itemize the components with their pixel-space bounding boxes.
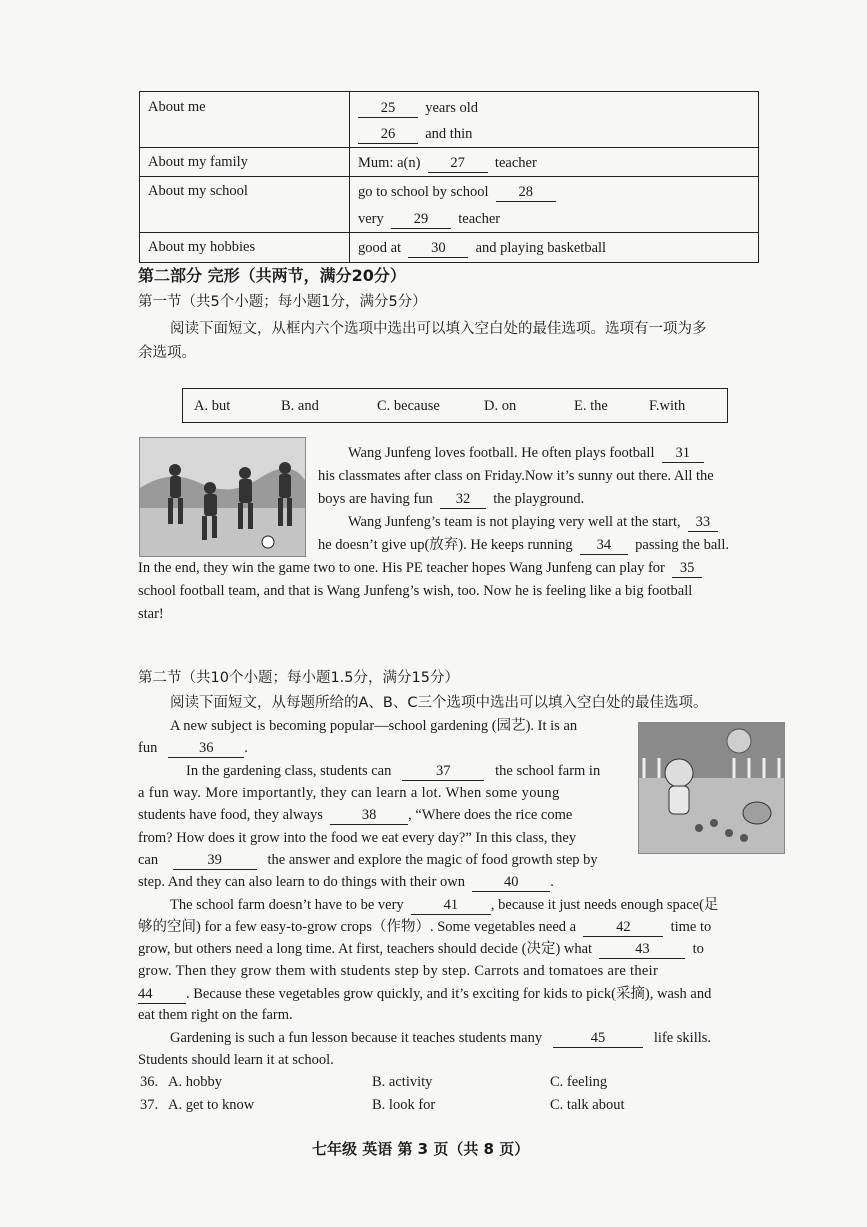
passage1-line: star!	[138, 606, 164, 622]
blank-45[interactable]: 45	[553, 1029, 643, 1048]
passage1-line: boys are having fun 32 the playground.	[318, 491, 585, 507]
blank-42[interactable]: 42	[583, 918, 663, 937]
blank-25[interactable]: 25	[358, 99, 418, 118]
choice-b[interactable]: B. look for	[372, 1097, 436, 1113]
passage2-line: The school farm doesn’t have to be very 41 , because it just needs enough space(足	[170, 897, 719, 913]
blank-29[interactable]: 29	[391, 210, 451, 229]
passage2-line: students have food, they always 38 , “Where does the rice come	[138, 807, 573, 823]
blank-28[interactable]: 28	[496, 183, 556, 202]
blank-41[interactable]: 41	[411, 896, 491, 915]
option-d: D. on	[484, 398, 517, 414]
passage2-line: grow, but others need a long time. At first, teachers should decide (决定) what 43 to	[138, 941, 704, 957]
option-f: F.with	[649, 398, 686, 414]
question-number: 36.	[140, 1074, 159, 1090]
blank-32[interactable]: 32	[440, 490, 486, 509]
table-line: 25 years old	[358, 99, 478, 118]
passage2-line: grow. Then they grow them with students step by step. Carrots and tomatoes are their	[138, 963, 659, 979]
blank-39[interactable]: 39	[173, 851, 257, 870]
passage2-line: In the gardening class, students can 37 the school farm in	[186, 763, 601, 779]
passage2-line: Gardening is such a fun lesson because it teaches students many 45 life skills.	[170, 1030, 712, 1046]
blank-36[interactable]: 36	[168, 739, 244, 758]
blank-27[interactable]: 27	[428, 154, 488, 173]
football-illustration	[139, 437, 306, 557]
blank-33[interactable]: 33	[688, 513, 718, 532]
option-b: B. and	[281, 398, 319, 414]
option-c: C. because	[377, 398, 440, 414]
passage2-line: eat them right on the farm.	[138, 1007, 293, 1023]
option-a: A. but	[194, 398, 231, 414]
garden-illustration	[638, 722, 785, 854]
blank-26[interactable]: 26	[358, 125, 418, 144]
table-line: Mum: a(n) 27 teacher	[358, 155, 537, 171]
row-label: About my family	[148, 154, 248, 170]
blank-35[interactable]: 35	[672, 559, 702, 578]
question-number: 37.	[140, 1097, 159, 1113]
passage2-line: fun 36 .	[138, 740, 248, 756]
page-footer: 七年级 英语 第 3 页（共 8 页）	[312, 1140, 530, 1158]
blank-30[interactable]: 30	[408, 239, 468, 258]
choice-b[interactable]: B. activity	[372, 1074, 433, 1090]
option-e: E. the	[574, 398, 608, 414]
table-line: go to school by school 28	[358, 183, 556, 202]
part2-title: 第二部分 完形（共两节，满分20分）	[138, 266, 406, 285]
passage2-line: a fun way. More importantly, they can learn a lot. When some young	[138, 785, 560, 801]
choice-a[interactable]: A. get to know	[168, 1097, 255, 1113]
blank-43[interactable]: 43	[599, 940, 685, 959]
table-line: very 29 teacher	[358, 211, 501, 227]
section1-instructions: 阅读下面短文，从框内六个选项中选出可以填入空白处的最佳选项。选项有一项为多	[170, 321, 707, 337]
passage2-line: from? How does it grow into the food we eat every day?” In this class, they	[138, 830, 577, 846]
info-table	[139, 91, 759, 263]
gardening-girl-image	[639, 723, 784, 853]
table-divider	[349, 92, 350, 262]
blank-40[interactable]: 40	[472, 873, 550, 892]
passage1-line: In the end, they win the game two to one. His PE teacher hopes Wang Junfeng can play for 35	[138, 559, 702, 578]
row-label: About me	[148, 99, 206, 115]
passage1-line: he doesn’t give up(放弃). He keeps running 34 passing the ball.	[318, 537, 729, 553]
passage1-line: his classmates after class on Friday.Now it’s sunny out there. All the	[318, 468, 714, 484]
passage2-line: Students should learn it at school.	[138, 1052, 334, 1068]
passage1-line: Wang Junfeng’s team is not playing very well at the start, 33	[348, 513, 718, 532]
table-line: good at 30 and playing basketball	[358, 240, 607, 256]
passage2-line: A new subject is becoming popular—school gardening (园艺). It is an	[170, 718, 578, 734]
passage1-line: Wang Junfeng loves football. He often plays football 31	[348, 444, 704, 463]
football-players-image	[140, 438, 305, 556]
blank-37[interactable]: 37	[402, 762, 484, 781]
passage2-line: 44 . Because these vegetables grow quickly, and it’s exciting for kids to pick(采摘), wash and	[138, 986, 712, 1002]
section1-instructions-cont: 余选项。	[138, 345, 196, 361]
choice-c[interactable]: C. feeling	[550, 1074, 608, 1090]
choice-a[interactable]: A. hobby	[168, 1074, 222, 1090]
section1-title: 第一节（共5个小题；每小题1分，满分5分）	[138, 294, 427, 310]
passage2-line: step. And they can also learn to do things with their own 40 .	[138, 874, 554, 890]
section2-title: 第二节（共10个小题；每小题1.5分，满分15分）	[138, 670, 459, 686]
choice-c[interactable]: C. talk about	[550, 1097, 625, 1113]
row-label: About my school	[148, 183, 248, 199]
passage2-line: 够的空间) for a few easy-to-grow crops（作物）. Some vegetables need a 42 time to	[138, 919, 712, 935]
blank-31[interactable]: 31	[662, 444, 704, 463]
row-label: About my hobbies	[148, 239, 256, 255]
blank-34[interactable]: 34	[580, 536, 628, 555]
blank-44[interactable]: 44	[138, 985, 186, 1004]
options-box	[182, 388, 728, 423]
blank-38[interactable]: 38	[330, 806, 408, 825]
passage1-line: school football team, and that is Wang Junfeng’s wish, too. Now he is feeling like a big football	[138, 583, 693, 599]
section2-instructions: 阅读下面短文，从每题所给的A、B、C三个选项中选出可以填入空白处的最佳选项。	[170, 695, 708, 711]
passage2-line: can 39 the answer and explore the magic of food growth step by	[138, 852, 598, 868]
table-line: 26 and thin	[358, 125, 472, 144]
